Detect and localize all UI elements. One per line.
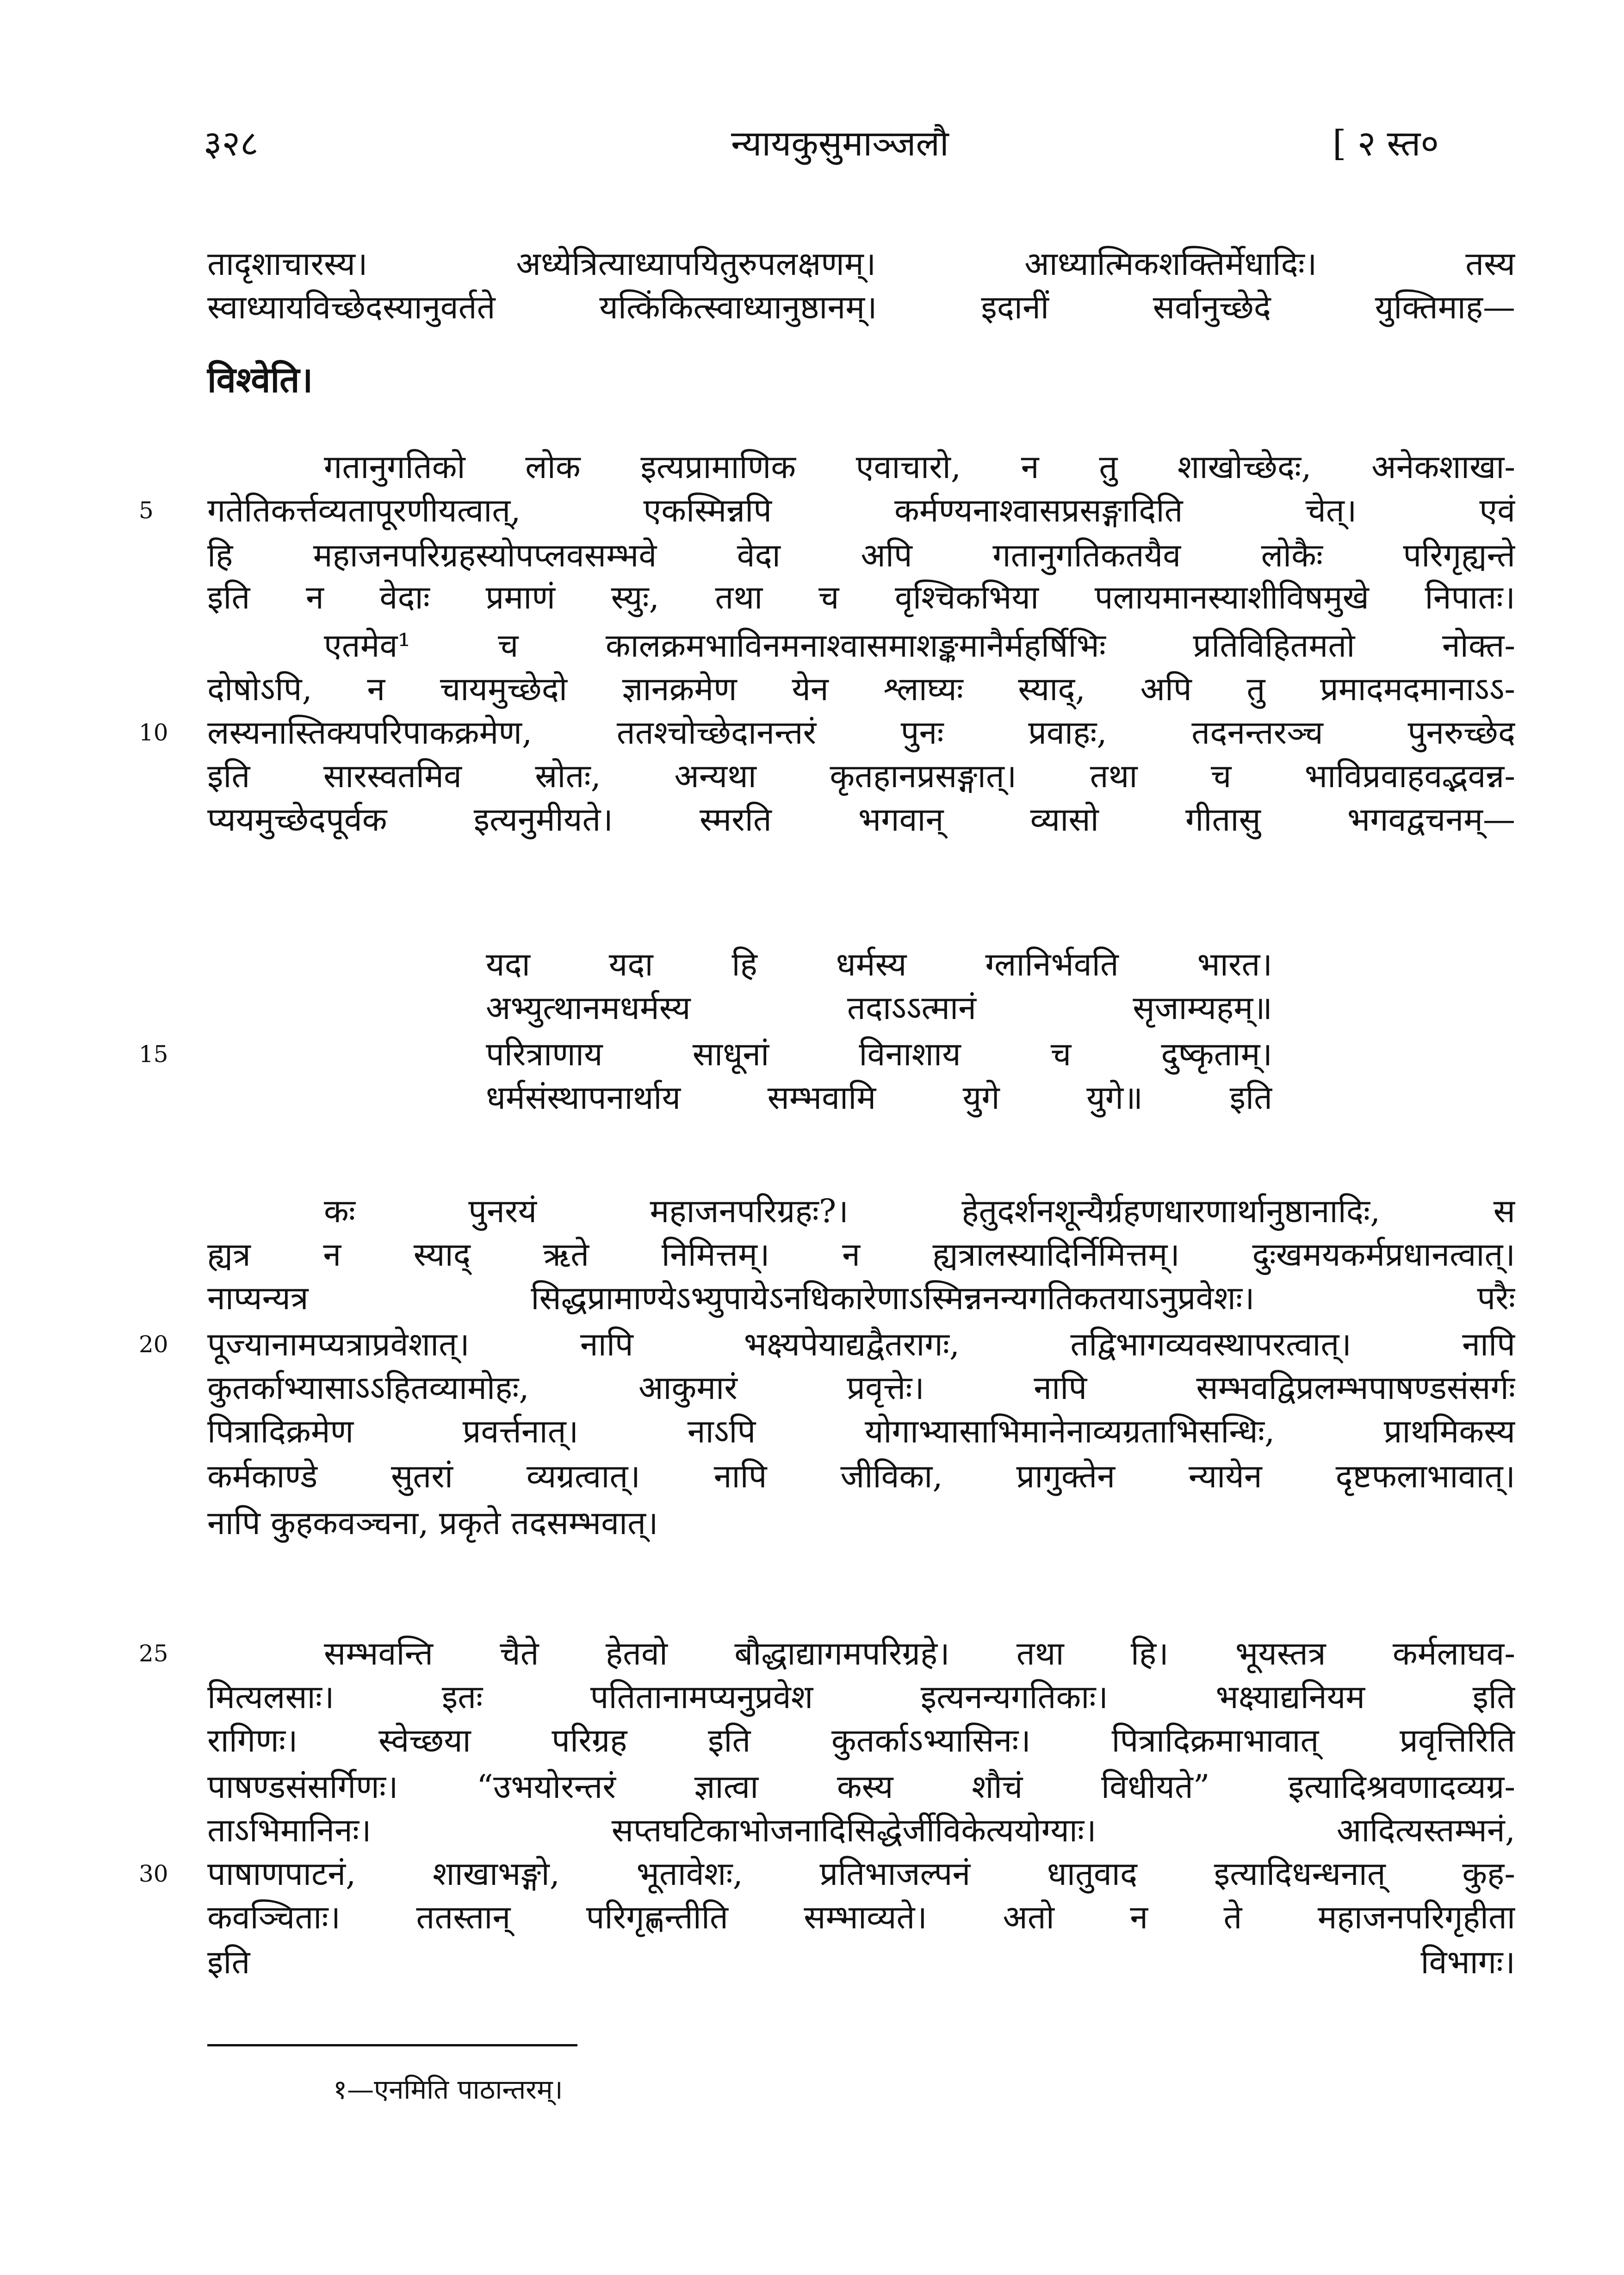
text-line: एतमेव¹ च कालक्रमभाविनमनाश्वासमाशङ्कमानैर्महर्षिभिः प्रतिविहितमतो नोक्त- <box>324 627 1515 665</box>
footnote: १—एनमिति पाठान्तरम्। <box>333 2074 563 2105</box>
line-number: 25 <box>139 1640 168 1667</box>
text-line: इति सारस्वतमिव स्रोतः, अन्यथा कृतहानप्रसङ्गात्। तथा च भाविप्रवाहवद्भवन्न- <box>207 757 1515 795</box>
verse-line: यदा यदा हि धर्मस्य ग्लानिर्भवति भारत। <box>486 945 1272 983</box>
verse-line: अभ्युत्थानमधर्मस्य तदाऽऽत्मानं सृजाम्यहम्॥ <box>486 989 1272 1027</box>
text-line: पित्रादिक्रमेण प्रवर्त्तनात्। नाऽपि योगाभ्यासाभिमानेनाव्यग्रताभिसन्धिः, प्राथमिकस्य <box>207 1412 1515 1450</box>
text-line: तादृशाचारस्य। अध्येत्रित्याध्यापयितुरुपलक्षणम्। आध्यात्मिकशक्तिर्मेधादिः। तस्य <box>207 245 1515 283</box>
line-number: 15 <box>139 1041 168 1068</box>
text-line: इति न वेदाः प्रमाणं स्युः, तथा च वृश्चिकभिया पलायमानस्याशीविषमुखे निपातः। <box>207 578 1515 616</box>
text-line: मित्यलसाः। इतः पतितानामप्यनुप्रवेश इत्यनन्यगतिकाः। भक्ष्याद्यनियम इति <box>207 1678 1515 1716</box>
line-number: 20 <box>139 1331 168 1358</box>
text-line: स्वाध्यायविच्छेदस्यानुवर्तते यत्किंकित्स्वाध्यानुष्ठानम्। इदानीं सर्वानुच्छेदे युक्तिमाह— <box>207 288 1515 326</box>
text-line: लस्यनास्तिक्यपरिपाकक्रमेण, ततश्चोच्छेदानन्तरं पुनः प्रवाहः, तदनन्तरञ्च पुनरुच्छेद <box>207 714 1515 752</box>
text-line: दोषोऽपि, न चायमुच्छेदो ज्ञानक्रमेण येन श्लाघ्यः स्याद्, अपि तु प्रमादमदमानाऽऽ- <box>207 670 1515 708</box>
text-line: पूज्यानामप्यत्राप्रवेशात्। नापि भक्ष्यपेयाद्यद्वैतरागः, तद्विभागव्यवस्थापरत्वात्। नापि <box>207 1325 1515 1363</box>
running-title: न्यायकुसुमाञ्जलौ <box>731 123 949 164</box>
text-line: कर्मकाण्डे सुतरां व्यग्रत्वात्। नापि जीविका, प्रागुक्तेन न्यायेन दृष्टफलाभावात्। <box>207 1457 1515 1495</box>
text-line: ह्यत्र न स्याद् ऋते निमित्तम्। न ह्यत्रालस्यादिर्निमित्तम्। दुःखमयकर्मप्रधानत्वात्। <box>207 1236 1515 1274</box>
text-line: नाप्यन्यत्र सिद्धप्रामाण्येऽभ्युपायेऽनधिकारेणाऽस्मिन्ननन्यगतिकतयाऽनुप्रवेशः। परैः <box>207 1279 1515 1317</box>
text-line: कवञ्चिताः। ततस्तान् परिगृह्णन्तीति सम्भाव्यते। अतो न ते महाजनपरिगृहीता <box>207 1898 1515 1936</box>
verse-line: धर्मसंस्थापनार्थाय सम्भवामि युगे युगे॥ इति <box>486 1079 1272 1117</box>
text-line: ताऽभिमानिनः। सप्तघटिकाभोजनादिसिद्धेर्जीविकेत्ययोग्याः। आदित्यस्तम्भनं, <box>207 1811 1515 1849</box>
text-line: नापि कुहकवञ्चना, प्रकृते तदसम्भवात्। <box>207 1504 658 1542</box>
text-line: पाषण्डसंसर्गिणः। “उभयोरन्तरं ज्ञात्वा कस्य शौचं विधीयते” इत्यादिश्रवणादव्यग्र- <box>207 1768 1515 1806</box>
page-number: ३२८ <box>204 123 259 164</box>
text-line: हि महाजनपरिग्रहस्योपप्लवसम्भवे वेदा अपि गतानुगतिकतयैव लोकैः परिगृह्यन्ते <box>207 536 1515 574</box>
text-line: गतानुगतिको लोक इत्यप्रामाणिक एवाचारो, न तु शाखोच्छेदः, अनेकशाखा- <box>324 448 1515 486</box>
text-line: कः पुनरयं महाजनपरिग्रहः?। हेतुदर्शनशून्यैर्ग्रहणधारणार्थानुष्ठानादिः, स <box>324 1192 1515 1230</box>
line-number: 10 <box>139 719 168 746</box>
text-line: इति विभागः। <box>207 1943 1515 1981</box>
text-line: पाषाणपाटनं, शाखाभङ्गो, भूतावेशः, प्रतिभाजल्पनं धातुवाद इत्यादिधन्धनात् कुह- <box>207 1855 1515 1893</box>
text-line: रागिणः। स्वेच्छया परिग्रह इति कुतर्काऽभ्यासिनः। पित्रादिक्रमाभावात् प्रवृत्तिरिति <box>207 1722 1515 1759</box>
verse-line: परित्राणाय साधूनां विनाशाय च दुष्कृताम्। <box>486 1035 1272 1073</box>
section-marker: [ २ स्त० <box>1333 123 1439 164</box>
text-line: कुतर्काभ्यासाऽऽहितव्यामोहः, आकुमारं प्रवृत्तेः। नापि सम्भवद्विप्रलम्भपाषण्डसंसर्गः <box>207 1369 1515 1407</box>
text-line: गतेतिकर्त्तव्यतापूरणीयत्वात्, एकस्मिन्नपि कर्मण्यनाश्वासप्रसङ्गादिति चेत्। एवं <box>207 491 1515 529</box>
section-heading: विश्वेति। <box>207 359 313 400</box>
footnote-divider <box>207 2044 577 2046</box>
line-number: 5 <box>139 497 154 524</box>
text-line: प्ययमुच्छेदपूर्वक इत्यनुमीयते। स्मरति भगवान् व्यासो गीतासु भगवद्वचनम्— <box>207 801 1515 839</box>
line-number: 30 <box>139 1860 168 1887</box>
text-line: सम्भवन्ति चैते हेतवो बौद्धाद्यागमपरिग्रहे। तथा हि। भूयस्तत्र कर्मलाघव- <box>324 1635 1515 1672</box>
